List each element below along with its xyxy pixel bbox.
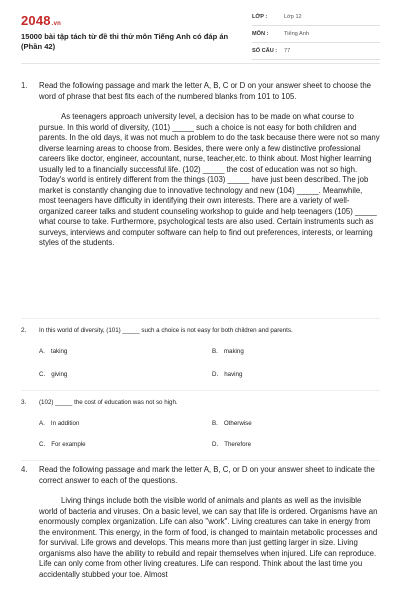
option-c[interactable] (39, 371, 67, 378)
option-text: giving (51, 371, 68, 378)
option-b[interactable] (212, 348, 244, 355)
option-letter: B. (212, 420, 218, 427)
option-letter: D. (212, 371, 219, 378)
reading-passage: Living things include both the visible world of animals and plants as well as the invisible world of bacteria and viruses. On a basic level, we can say that life is ordered. Organisms have an enormously complex organization. Life can also "work". Living creatures can take in energy from the environment. This energy, in the form of food, is changed to maintain metabolic processes and for survival. Life grows and develops. This means more than just getting larger in size. Living organisms also have the ability to rebuild and repair themselves when injured. Life can reproduce. Life can only come from other living creatures. Life can respond. Think about the last time you accidentally stubbed your toe. Almost (39, 496, 378, 579)
question-4 (21, 465, 381, 600)
question-instruction: Read the following passage and mark the letter A, B, C or D on your answer sheet to choose the word of phrase that best fits each of the numbered blanks from 101 to 105. (39, 81, 371, 101)
meta-value-count: 77 (284, 48, 291, 54)
question-number: 1. (21, 81, 28, 90)
option-letter: C. (39, 441, 46, 448)
meta-value-class: Lớp 12 (284, 14, 302, 20)
option-letter: A. (39, 420, 45, 427)
question-number: 3. (21, 399, 27, 406)
site-logo[interactable] (21, 13, 61, 28)
option-text: Otherwise (223, 420, 252, 427)
question-3 (21, 398, 381, 458)
option-d[interactable] (212, 371, 242, 378)
question-divider (21, 460, 380, 461)
question-text: (102) _____ the cost of education was not so high. (39, 399, 178, 406)
option-b[interactable] (212, 420, 252, 427)
option-text: Therefore (224, 441, 252, 448)
meta-table (252, 13, 380, 64)
question-number: 4. (21, 465, 28, 474)
option-letter: D. (212, 441, 219, 448)
option-letter: B. (212, 348, 218, 355)
option-text: making (223, 348, 244, 355)
option-a[interactable] (39, 420, 79, 427)
meta-row-class (252, 13, 380, 26)
question-1 (21, 81, 381, 316)
option-letter: C. (39, 371, 46, 378)
meta-key-count: SỐ CÂU : (252, 48, 278, 54)
option-a[interactable] (39, 348, 67, 355)
meta-row-subject (252, 30, 380, 43)
answer-options (39, 348, 381, 382)
question-divider (21, 390, 380, 391)
option-text: For example (51, 441, 86, 448)
question-instruction: Read the following passage and mark the letter A, B, C, or D on your answer sheet to indicate the correct answer to each of the questions. (39, 465, 375, 485)
document-header (0, 0, 400, 62)
header-divider (21, 63, 380, 64)
question-1-body (39, 81, 381, 249)
option-text: having (224, 371, 243, 378)
option-d[interactable] (212, 441, 251, 448)
option-c[interactable] (39, 441, 86, 448)
option-text: In addition (50, 420, 80, 427)
answer-options (39, 420, 381, 454)
logo-text: 2048 (21, 13, 51, 28)
question-4-body (39, 465, 381, 580)
question-2 (21, 326, 381, 386)
question-divider (21, 318, 380, 319)
question-number: 2. (21, 327, 27, 334)
meta-row-count (252, 47, 380, 60)
question-text: In this world of diversity, (101) _____ such a choice is not easy for both children and parents. (39, 327, 293, 334)
meta-value-subject: Tiếng Anh (284, 31, 309, 37)
meta-key-class: LỚP : (252, 14, 268, 20)
logo-suffix: .vn (51, 21, 62, 27)
reading-passage: As teenagers approach university level, a decision has to be made on what course to pursue. In this world of diversity, (101) _____ such a choice is not easy for both children and parents. In the old days, it was not much a problem to do the task because there were not so many diverse learning areas to choose from. Besides, there were only a few distinctive professional careers like doctor, engineer, accountant, nurse, teacher,etc. to think about. Most higher learning usually led to a financially successful life. (102) _____ the cost of education was not so high. Today's world is entirely different from the things (103) _____ have just been described. The job market is constantly changing due to innovative technology and new (104) _____. Meanwhile, most teenagers have difficulty in identifying their own interests. There are a variety of well- organized career talks and student counseling workshop to guide and help teenagers (105) _____ what course to take. Furthermore, psychological tests are also used. Certain instruments such as surveys, interviews and computer software can help to find out preferences, interests, or learning styles of the students. (39, 112, 380, 247)
option-text: taking (50, 348, 68, 355)
document-title: 15000 bài tập tách từ đề thi thử môn Tiếng Anh có đáp án (Phần 42) (21, 32, 229, 51)
option-letter: A. (39, 348, 45, 355)
meta-key-subject: MÔN : (252, 31, 269, 37)
